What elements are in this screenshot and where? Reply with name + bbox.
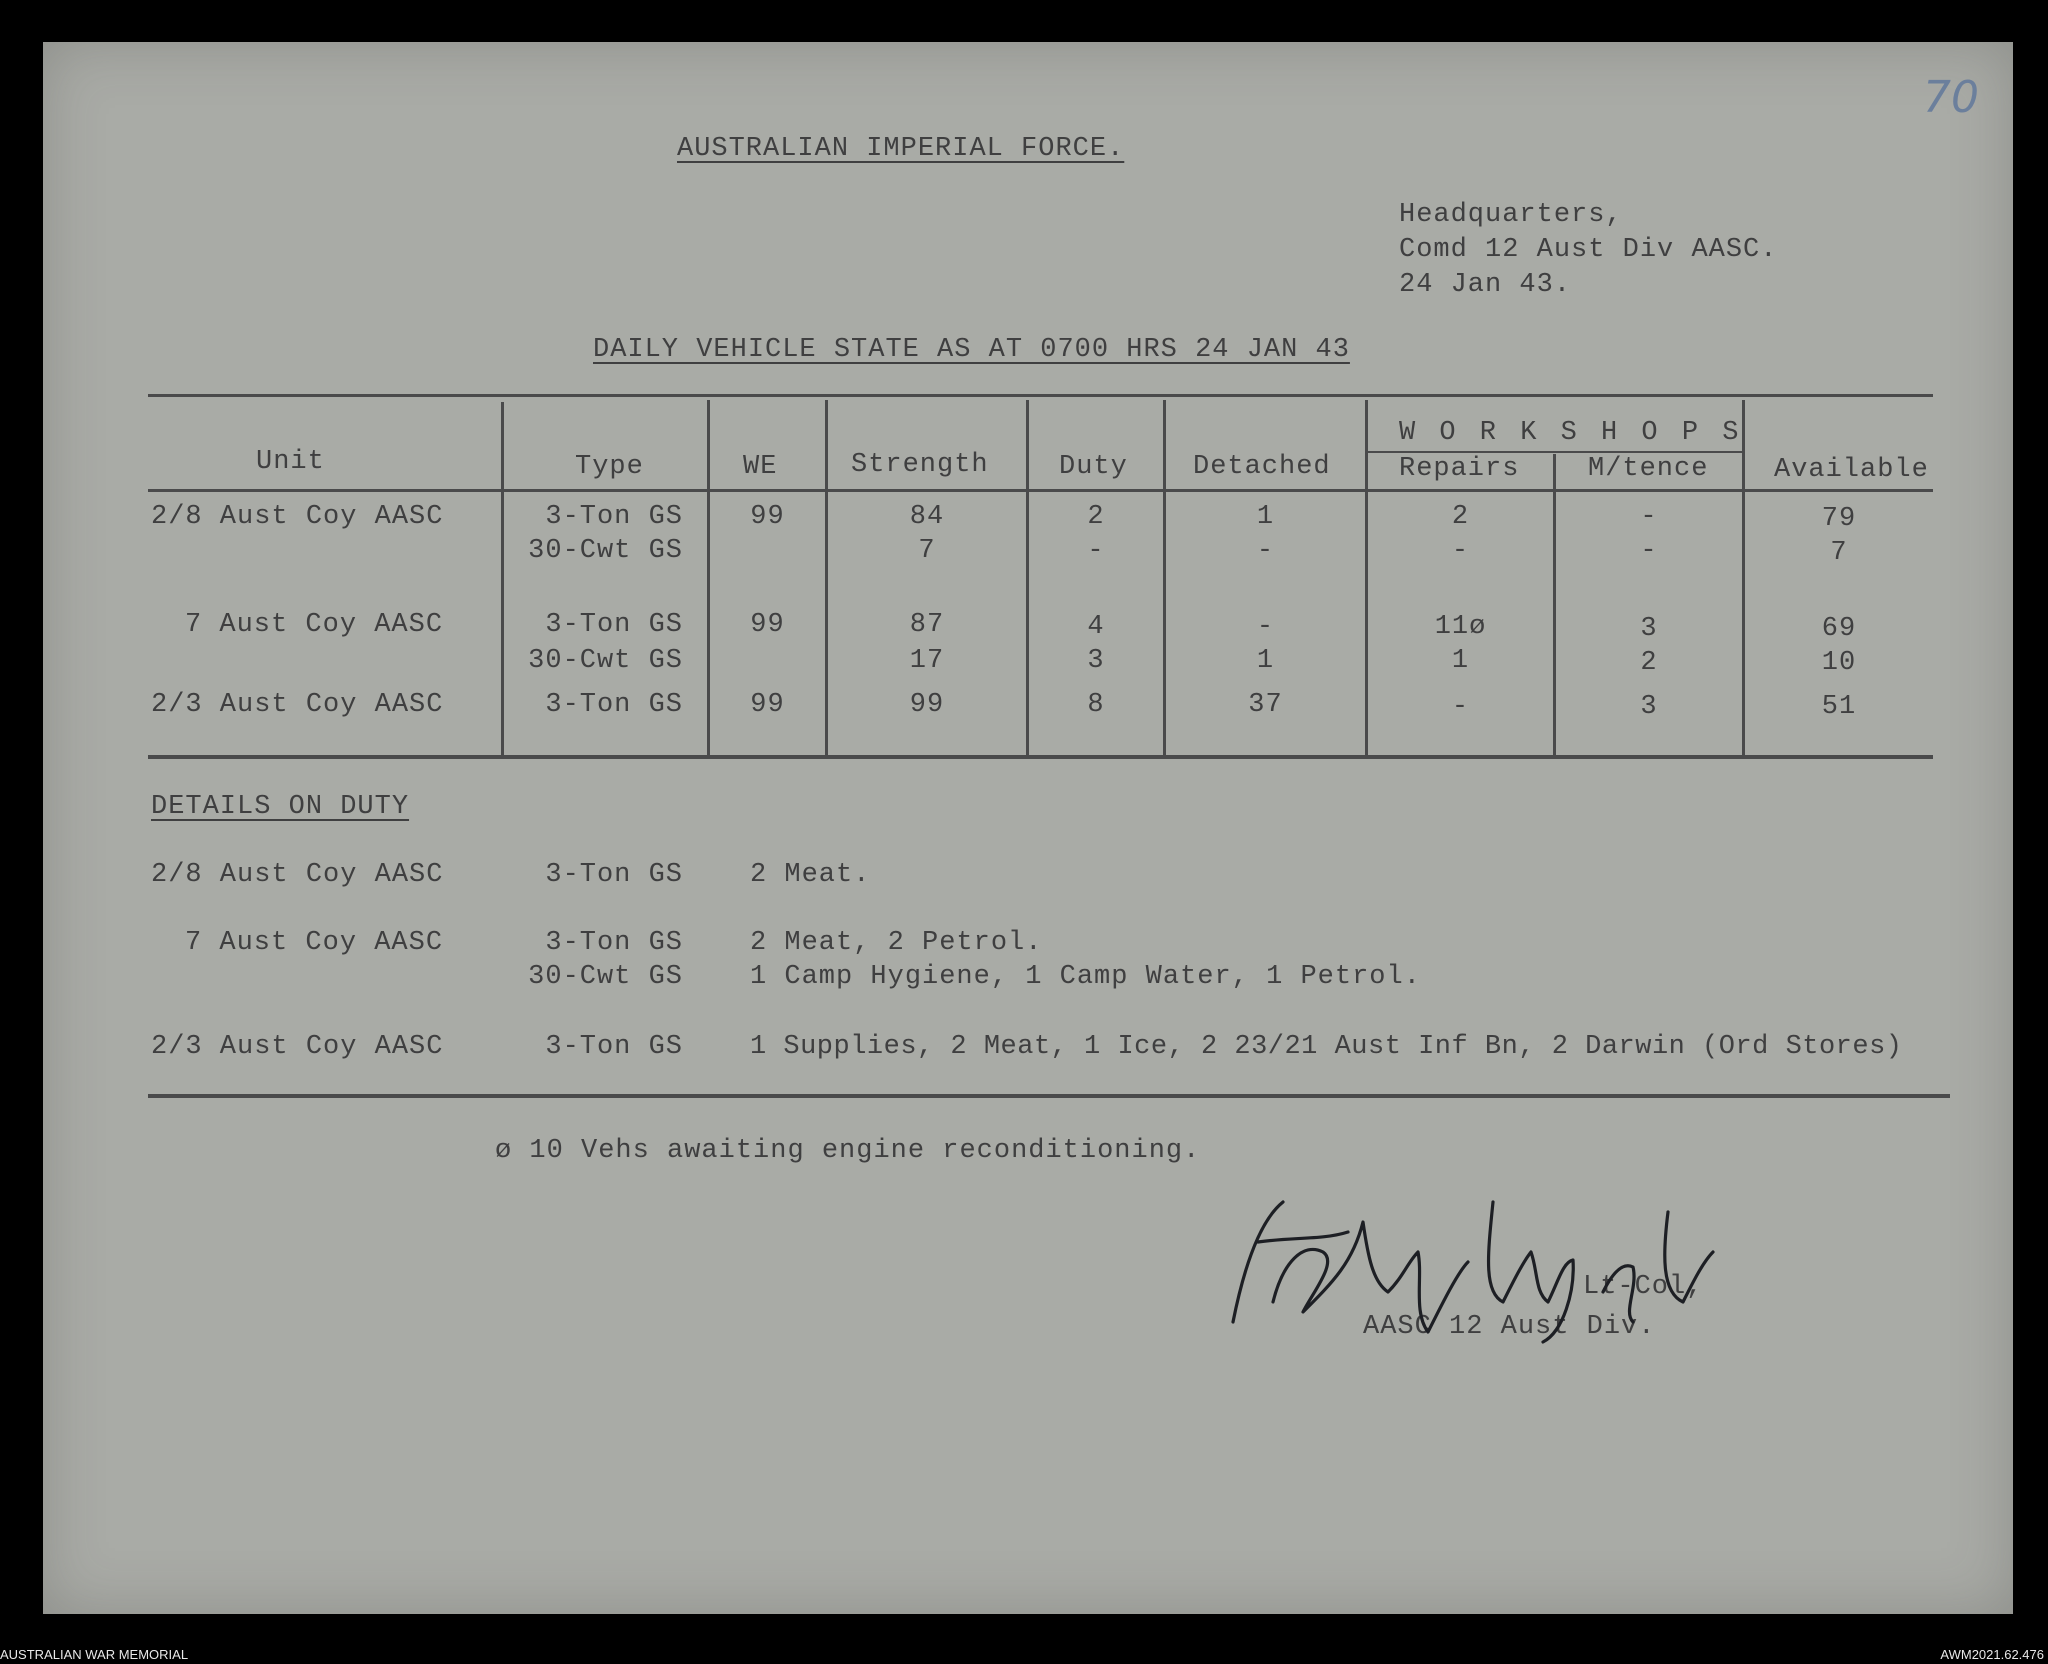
- table-bottom-rule: [148, 755, 1933, 759]
- row4-available: 10: [1821, 648, 1857, 678]
- row3-unit: 7 Aust Coy AASC: [185, 610, 444, 640]
- row4-duty: 3: [1087, 646, 1105, 676]
- header-available: Available: [1774, 455, 1929, 485]
- header-detached: Detached: [1193, 452, 1331, 482]
- row2-available: 7: [1830, 538, 1848, 568]
- header-mtence: M/tence: [1588, 454, 1709, 484]
- row3-type: 3-Ton GS: [545, 610, 683, 640]
- header-unit: Unit: [256, 447, 325, 477]
- header-we: WE: [743, 452, 778, 482]
- report-subtitle: DAILY VEHICLE STATE AS AT 0700 HRS 24 JAN 43: [593, 335, 1350, 365]
- row3-duty: 4: [1087, 612, 1105, 642]
- row5-strength: 99: [909, 690, 945, 720]
- row2-repairs: -: [1451, 536, 1470, 566]
- details-row2-text: 2 Meat, 2 Petrol.: [750, 928, 1043, 958]
- archive-label-right: AWM2021.62.476: [1940, 1647, 2044, 1662]
- details-row1-unit: 2/8 Aust Coy AASC: [151, 860, 444, 890]
- row2-type: 30-Cwt GS: [528, 536, 683, 566]
- row3-available: 69: [1821, 614, 1857, 644]
- details-heading: DETAILS ON DUTY: [151, 792, 410, 822]
- details-row2-type: 3-Ton GS: [545, 928, 683, 958]
- row4-strength: 17: [909, 646, 945, 676]
- archive-label-left: AUSTRALIAN WAR MEMORIAL: [0, 1647, 189, 1662]
- row5-repairs: -: [1451, 692, 1470, 722]
- row5-detached: 37: [1248, 690, 1283, 720]
- header-duty: Duty: [1059, 452, 1128, 482]
- header-repairs: Repairs: [1399, 454, 1520, 484]
- row1-duty: 2: [1087, 502, 1105, 532]
- document-title: AUSTRALIAN IMPERIAL FORCE.: [677, 134, 1125, 164]
- hq-date: 24 Jan 43.: [1399, 270, 1572, 300]
- row5-duty: 8: [1087, 690, 1105, 720]
- row3-mtence: 3: [1640, 614, 1658, 644]
- row1-unit: 2/8 Aust Coy AASC: [151, 502, 444, 532]
- row3-repairs: 11ø: [1434, 612, 1487, 642]
- row1-we: 99: [750, 502, 785, 532]
- row3-we: 99: [750, 610, 785, 640]
- handwritten-signature: [1213, 1182, 1733, 1352]
- details-row4-unit: 2/3 Aust Coy AASC: [151, 1032, 444, 1062]
- row1-mtence: -: [1640, 502, 1658, 532]
- document-page: [43, 42, 2013, 1614]
- row2-strength: 7: [918, 536, 936, 566]
- signature-rank: Lt-Col,: [1583, 1272, 1704, 1302]
- row4-type: 30-Cwt GS: [528, 646, 683, 676]
- details-row1-type: 3-Ton GS: [545, 860, 683, 890]
- details-row2-unit: 7 Aust Coy AASC: [185, 928, 444, 958]
- row4-mtence: 2: [1640, 648, 1658, 678]
- row2-mtence: -: [1640, 536, 1658, 566]
- details-bottom-rule: [148, 1094, 1950, 1098]
- details-row3-type: 30-Cwt GS: [528, 962, 683, 992]
- hq-line-1: Headquarters,: [1399, 200, 1623, 230]
- row4-repairs: 1: [1451, 646, 1470, 676]
- row1-detached: 1: [1256, 502, 1275, 532]
- row5-unit: 2/3 Aust Coy AASC: [151, 690, 444, 720]
- table-header-rule: [148, 489, 1933, 492]
- hq-line-2: Comd 12 Aust Div AASC.: [1399, 235, 1778, 265]
- row2-detached: -: [1256, 536, 1275, 566]
- signature-unit: AASC 12 Aust Div.: [1363, 1312, 1656, 1342]
- row5-we: 99: [750, 690, 785, 720]
- row5-type: 3-Ton GS: [545, 690, 683, 720]
- folio-annotation: 70: [1923, 72, 1979, 123]
- details-row4-type: 3-Ton GS: [545, 1032, 683, 1062]
- row3-detached: -: [1256, 612, 1275, 642]
- row4-detached: 1: [1256, 646, 1275, 676]
- header-workshops: W O R K S H O P S: [1399, 418, 1743, 448]
- row1-repairs: 2: [1451, 502, 1470, 532]
- details-row1-text: 2 Meat.: [750, 860, 871, 890]
- table-top-rule: [148, 394, 1933, 397]
- footnote: ø 10 Vehs awaiting engine reconditioning.: [495, 1136, 1201, 1166]
- col-divider: [501, 402, 504, 757]
- row1-available: 79: [1821, 504, 1857, 534]
- header-strength: Strength: [851, 450, 989, 480]
- header-type: Type: [575, 452, 644, 482]
- row1-type: 3-Ton GS: [545, 502, 683, 532]
- details-row4-text: 1 Supplies, 2 Meat, 1 Ice, 2 23/21 Aust Inf Bn, 2 Darwin (Ord Stores): [750, 1032, 1903, 1062]
- workshops-subrule: [1365, 451, 1742, 453]
- row1-strength: 84: [909, 502, 945, 532]
- row2-duty: -: [1087, 536, 1105, 566]
- row5-mtence: 3: [1640, 692, 1658, 722]
- row3-strength: 87: [909, 610, 945, 640]
- row5-available: 51: [1821, 692, 1857, 722]
- details-row3-text: 1 Camp Hygiene, 1 Camp Water, 1 Petrol.: [750, 962, 1421, 992]
